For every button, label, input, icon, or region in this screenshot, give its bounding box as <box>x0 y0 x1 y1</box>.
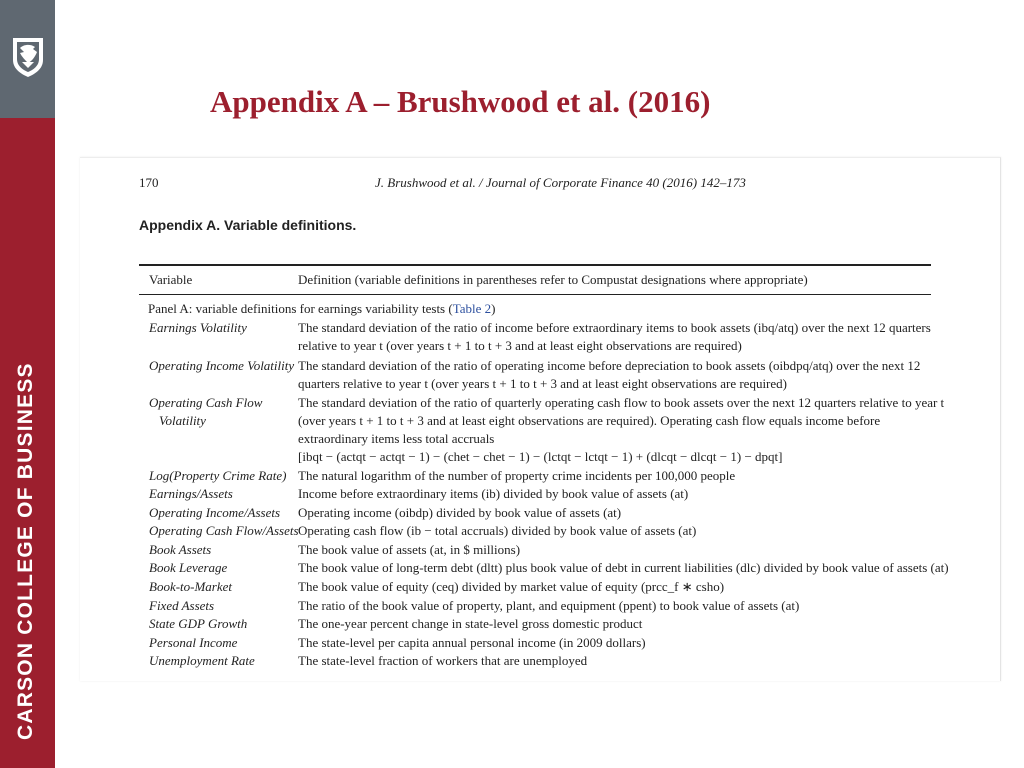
var-def-formula: [ibqt − (actqt − actqt − 1) − (chet − chet − 1) − (lctqt − lctqt − 1) + (dlcqt − dlcqt − 1) − dpqt] <box>298 449 783 464</box>
var-def-line: The one-year percent change in state-level gross domestic product <box>298 616 643 631</box>
var-name-book-to-market: Book-to-Market <box>149 579 233 594</box>
var-name-state-gdp-growth: State GDP Growth <box>149 616 248 631</box>
appendix-title: Appendix A. Variable definitions. <box>139 217 357 233</box>
var-def-line: The ratio of the book value of property, plant, and equipment (ppent) to book value of assets (at) <box>298 598 800 613</box>
paper-excerpt <box>80 157 1001 681</box>
var-def-line: Operating income (oibdp) divided by book value of assets (at) <box>298 505 622 520</box>
var-def-line: The book value of equity (ceq) divided by market value of equity (prcc_f ∗ csho) <box>298 579 725 594</box>
var-def-line: The standard deviation of the ratio of income before extraordinary items to book assets (ibq/atq) over the next 12 quarters <box>298 320 931 335</box>
var-def-line: extraordinary items less total accruals <box>298 431 495 446</box>
var-name-operating-income-volatility: Operating Income Volatility <box>149 358 295 373</box>
var-def-line: quarters relative to year t (over years t + 1 to t + 3 and at least eight observations are required) <box>298 376 787 391</box>
var-def-line: The book value of assets (at, in $ millions) <box>298 542 521 557</box>
header-rule <box>139 294 931 295</box>
table-top-rule <box>139 264 931 266</box>
var-name-personal-income: Personal Income <box>149 635 238 650</box>
var-name-unemployment-rate: Unemployment Rate <box>149 653 255 668</box>
var-def-line: Operating cash flow (ib − total accruals) divided by book value of assets (at) <box>298 523 697 538</box>
var-name-earnings-volatility: Earnings Volatility <box>149 320 247 335</box>
var-def-line: The standard deviation of the ratio of operating income before depreciation to book assets (oibdpq/atq) over the next 12 <box>298 358 921 373</box>
var-def-line: The natural logarithm of the number of property crime incidents per 100,000 people <box>298 468 736 483</box>
panel-label: Panel A: variable definitions for earnings variability tests ( <box>148 301 453 316</box>
slide-title: Appendix A – Brushwood et al. (2016) <box>210 84 711 119</box>
var-def-line: Income before extraordinary items (ib) divided by book value of assets (at) <box>298 486 689 501</box>
page-number: 170 <box>139 175 159 190</box>
var-name-log-property-crime-rate: Log(Property Crime Rate) <box>149 468 287 483</box>
panel-a-caption <box>148 301 495 317</box>
journal-reference: J. Brushwood et al. / Journal of Corporate Finance 40 (2016) 142–173 <box>375 175 746 190</box>
var-def-line: The standard deviation of the ratio of quarterly operating cash flow to book assets over the next 12 quarters relative to year t <box>298 395 945 410</box>
var-name-earnings-assets: Earnings/Assets <box>149 486 233 501</box>
var-def-line: (over years t + 1 to t + 3 and at least eight observations are required). Operating cash flow equals income before <box>298 413 881 428</box>
var-name-book-leverage: Book Leverage <box>149 560 228 575</box>
var-name-fixed-assets: Fixed Assets <box>149 598 215 613</box>
college-wordmark: CARSON COLLEGE OF BUSINESS <box>14 362 37 740</box>
cougar-head-shield-icon <box>11 36 45 78</box>
logo-box <box>0 0 55 118</box>
var-name-volatility: Volatility <box>159 413 206 428</box>
var-def-line: The book value of long-term debt (dltt) plus book value of debt in current liabilities (dlc) divided by book value of assets (at) <box>298 560 949 575</box>
var-name-book-assets: Book Assets <box>149 542 212 557</box>
var-def-line: The state-level per capita annual personal income (in 2009 dollars) <box>298 635 646 650</box>
var-def-line: relative to year t (over years t + 1 to t + 3 and at least eight observations are required) <box>298 338 742 353</box>
panel-close: ) <box>491 301 496 316</box>
column-header-variable: Variable <box>149 272 193 287</box>
sidebar-band <box>0 0 55 768</box>
var-name-operating-cash-flow: Operating Cash Flow <box>149 395 263 410</box>
var-name-operating-income-assets: Operating Income/Assets <box>149 505 281 520</box>
column-header-definition: Definition (variable definitions in parentheses refer to Compustat designations where appropriate) <box>298 272 808 287</box>
var-def-line: The state-level fraction of workers that are unemployed <box>298 653 588 668</box>
table-2-link[interactable]: Table 2 <box>452 301 492 316</box>
var-name-operating-cash-flow-assets: Operating Cash Flow/Assets <box>149 523 299 538</box>
